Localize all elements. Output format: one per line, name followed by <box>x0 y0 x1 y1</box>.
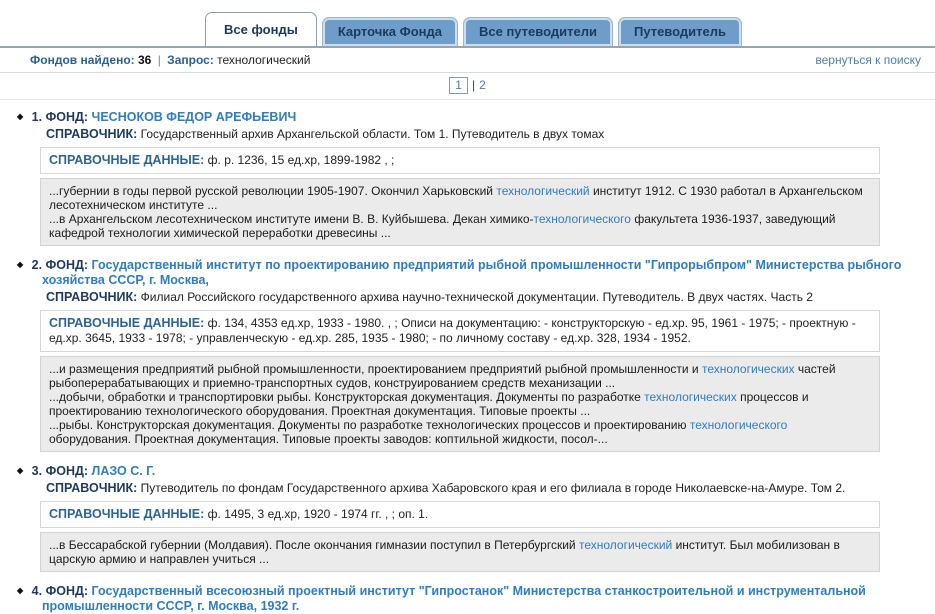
results-list <box>0 100 935 614</box>
snippet: ...добычи, обработки и транспортировки рыбы. Конструкторская документация. Документы по разработке технологических процессов и проектированию технологического оборудования. Проектная документация. Типовые проекты ... <box>49 390 809 418</box>
entry-title <box>17 583 927 614</box>
entry-number: 3. <box>31 464 43 478</box>
bullet-diamond-icon: ◆ <box>17 112 24 121</box>
entry-number: 4. <box>31 584 43 598</box>
tab-bar <box>0 0 935 48</box>
snippet: ...рыбы. Конструкторская документация. Документы по разработке технологических процессов и проектированию технологического оборудования. Проектная документация. Типовые проекты заводов: коптильной жидкости, посол-... <box>49 418 788 446</box>
search-term-highlight: технологических <box>701 362 795 376</box>
guide-reference-line <box>46 290 927 305</box>
result-entry-4 <box>0 583 935 614</box>
reference-data-box <box>40 310 880 352</box>
entry-title <box>17 109 927 125</box>
result-entry-1 <box>0 109 935 246</box>
fond-name-link[interactable]: ЧЕСНОКОВ ФЕДОР АРЕФЬЕВИЧ <box>91 110 297 124</box>
tab-all-guides[interactable]: Все путеводители <box>463 17 613 46</box>
bullet-diamond-icon: ◆ <box>17 466 24 475</box>
bullet-diamond-icon: ◆ <box>17 586 24 595</box>
fond-name-link[interactable]: Государственный институт по проектированию предприятий рыбной промышленности "Гипрорыбпром" Министерства рыбного хозяйства СССР, г. Москва, <box>42 258 902 287</box>
fond-name-link[interactable]: Государственный всесоюзный проектный институт "Гипростанок" Министерства станкостроительной и инструментальной промышленности СССР, г. Москва, 1932 г. <box>42 584 866 613</box>
search-term-highlight: технологических <box>644 390 737 404</box>
snippet: ...губернии в годы первой русской революции 1905-1907. Окончил Харьковский технологический институт 1912. С 1930 работал в Архангельском лесотехническом институте ... <box>49 184 863 212</box>
tab-all-fonds[interactable]: Все фонды <box>205 12 317 46</box>
tab-guide[interactable]: Путеводитель <box>618 17 742 46</box>
results-summary <box>30 53 310 67</box>
found-label: Фондов найдено: <box>30 53 135 67</box>
reference-data-label: СПРАВОЧНЫЕ ДАННЫЕ: <box>49 316 205 330</box>
spravochnik-label: СПРАВОЧНИК: <box>46 127 138 141</box>
reference-data-label: СПРАВОЧНЫЕ ДАННЫЕ: <box>49 507 205 521</box>
snippet: ...в Архангельском лесотехническом институте имени В. В. Куйбышева. Декан химико-технологического факультета 1936-1937, заведующий кафедрой технологии химической переработки древесины ... <box>49 212 836 240</box>
reference-data-text: ф. р. 1236, 15 ед.хр, 1899-1982 , ; <box>207 153 395 167</box>
query-value: технологический <box>217 53 311 67</box>
snippet-box <box>40 356 880 452</box>
result-entry-3 <box>0 463 935 572</box>
fond-label: ФОНД: <box>45 464 89 478</box>
summary-separator: | <box>157 53 161 67</box>
guide-reference-line <box>46 481 927 496</box>
fond-label: ФОНД: <box>45 584 89 598</box>
pagination <box>0 73 935 100</box>
bullet-diamond-icon: ◆ <box>17 260 24 269</box>
snippet: ...и размещения предприятий рыбной промышленности, проектированием предприятий рыбной промышленности и технологических частей рыбоперерабатывающих и приемно-транспортных судов, конструированием средств механизации ... <box>49 362 836 390</box>
entry-number: 1. <box>31 110 43 124</box>
snippet-box <box>40 532 880 572</box>
fond-name-link[interactable]: ЛАЗО С. Г. <box>91 464 156 478</box>
search-term-highlight: технологический <box>496 184 590 198</box>
page-1-current[interactable]: 1 <box>449 77 468 94</box>
snippet: ...в Бессарабской губернии (Молдавия). После окончания гимназии поступил в Петербургский технологический институт. Был мобилизован в царскую армию и направлен учиться ... <box>49 538 840 566</box>
page-2-link[interactable]: 2 <box>479 78 486 92</box>
spravochnik-text: Государственный архив Архангельской области. Том 1. Путеводитель в двух томах <box>140 127 605 141</box>
reference-data-box <box>40 501 880 528</box>
entry-number: 2. <box>31 258 43 272</box>
query-label: Запрос: <box>167 53 214 67</box>
reference-data-box <box>40 147 880 174</box>
guide-reference-line <box>46 127 927 142</box>
reference-data-text: ф. 134, 4353 ед.хр, 1933 - 1980. , ; Описи на документацию: - конструкторскую - ед.хр. 95, 1961 - 1975; - проектную - ед.хр. 3645, 1933 - 1978; - управленческую - ед.хр. 285, 1935 - 1980; - по личному составу - ед.хр. 328, 1934 - 1952. <box>49 316 856 345</box>
search-term-highlight: технологического <box>533 212 631 226</box>
spravochnik-text: Филиал Российского государственного архива научно-технической документации. Путеводитель. В двух частях. Часть 2 <box>140 290 813 304</box>
fond-label: ФОНД: <box>45 258 89 272</box>
search-term-highlight: технологический <box>578 538 673 552</box>
entry-title <box>17 257 927 288</box>
results-header <box>0 48 935 73</box>
snippet-box <box>40 178 880 246</box>
found-count: 36 <box>138 53 152 67</box>
spravochnik-text: Путеводитель по фондам Государственного архива Хабаровского края и его филиала в городе Николаевске-на-Амуре. Том 2. <box>140 481 846 495</box>
pagination-separator: | <box>471 78 476 92</box>
reference-data-text: ф. 1495, 3 ед.хр, 1920 - 1974 гг. , ; оп. 1. <box>207 507 429 521</box>
back-to-search-link[interactable]: вернуться к поиску <box>815 53 921 67</box>
spravochnik-label: СПРАВОЧНИК: <box>46 290 138 304</box>
reference-data-label: СПРАВОЧНЫЕ ДАННЫЕ: <box>49 153 205 167</box>
result-entry-2 <box>0 257 935 452</box>
search-term-highlight: технологического <box>689 418 788 432</box>
spravochnik-label: СПРАВОЧНИК: <box>46 481 138 495</box>
fond-label: ФОНД: <box>45 110 89 124</box>
entry-title <box>17 463 927 479</box>
tab-fond-card[interactable]: Карточка Фонда <box>322 17 458 46</box>
